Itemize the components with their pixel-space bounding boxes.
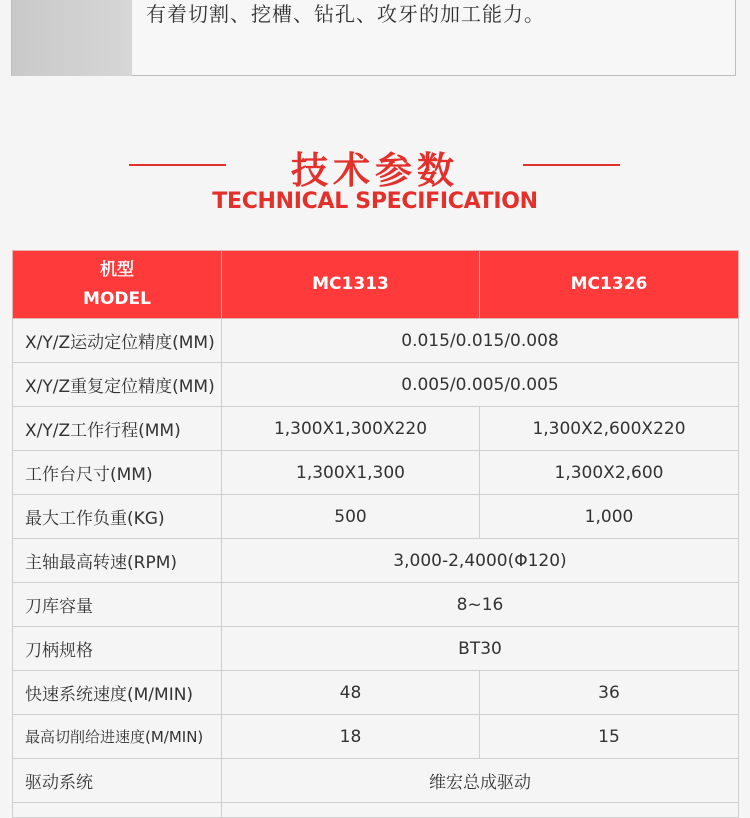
row-value-a: 1,300X1,300X220 xyxy=(222,407,480,451)
row-value-b: 15 xyxy=(480,715,739,759)
row-label: 刀库容量 xyxy=(13,583,222,627)
row-value-a: 500 xyxy=(222,495,480,539)
row-value: 0.005/0.005/0.005 xyxy=(222,363,739,407)
table-row xyxy=(13,495,739,539)
row-value-b: 1,300X2,600 xyxy=(480,451,739,495)
table-row xyxy=(13,319,739,363)
row-label: 最大工作负重(KG) xyxy=(13,495,222,539)
header-model-label xyxy=(13,251,222,319)
section-header xyxy=(0,140,750,220)
row-value-b: 36 xyxy=(480,671,739,715)
table-row xyxy=(13,759,739,803)
row-value: 维宏总成驱动 xyxy=(222,759,739,803)
row-label: X/Y/Z重复定位精度(MM) xyxy=(13,363,222,407)
header-model-label-en: MODEL xyxy=(83,288,151,309)
row-label-empty xyxy=(13,803,222,818)
spec-table xyxy=(12,250,739,818)
row-label: 刀柄规格 xyxy=(13,627,222,671)
table-row xyxy=(13,363,739,407)
intro-text: 有着切割、挖槽、钻孔、攻牙的加工能力。 xyxy=(146,2,545,26)
header-model-b: MC1326 xyxy=(480,251,739,319)
header-model-label-cn: 机型 xyxy=(100,259,134,280)
row-value: 3,000-2,4000(Φ120) xyxy=(222,539,739,583)
table-row-partial xyxy=(13,803,739,818)
spec-header-row xyxy=(13,251,739,319)
intro-card xyxy=(11,0,736,76)
row-label: X/Y/Z工作行程(MM) xyxy=(13,407,222,451)
table-row xyxy=(13,627,739,671)
row-value-a: 1,300X1,300 xyxy=(222,451,480,495)
row-value: 8~16 xyxy=(222,583,739,627)
row-label: 主轴最高转速(RPM) xyxy=(13,539,222,583)
row-value: 0.015/0.015/0.008 xyxy=(222,319,739,363)
row-label: 驱动系统 xyxy=(13,759,222,803)
row-label: 最高切削给进速度(M/MIN) xyxy=(13,715,222,759)
table-row xyxy=(13,715,739,759)
row-value-b: 1,000 xyxy=(480,495,739,539)
row-value-a: 18 xyxy=(222,715,480,759)
row-value-b: 1,300X2,600X220 xyxy=(480,407,739,451)
row-value-empty xyxy=(222,803,739,818)
table-row xyxy=(13,407,739,451)
row-value-a: 48 xyxy=(222,671,480,715)
row-label: X/Y/Z运动定位精度(MM) xyxy=(13,319,222,363)
row-label: 快速系统速度(M/MIN) xyxy=(13,671,222,715)
header-model-a: MC1313 xyxy=(222,251,480,319)
table-row xyxy=(13,539,739,583)
table-row xyxy=(13,451,739,495)
section-subtitle: TECHNICAL SPECIFICATION xyxy=(212,189,538,214)
row-value: BT30 xyxy=(222,627,739,671)
intro-image xyxy=(12,0,132,76)
table-row xyxy=(13,583,739,627)
table-row xyxy=(13,671,739,715)
section-title: 技术参数 xyxy=(291,149,459,192)
row-label: 工作台尺寸(MM) xyxy=(13,451,222,495)
